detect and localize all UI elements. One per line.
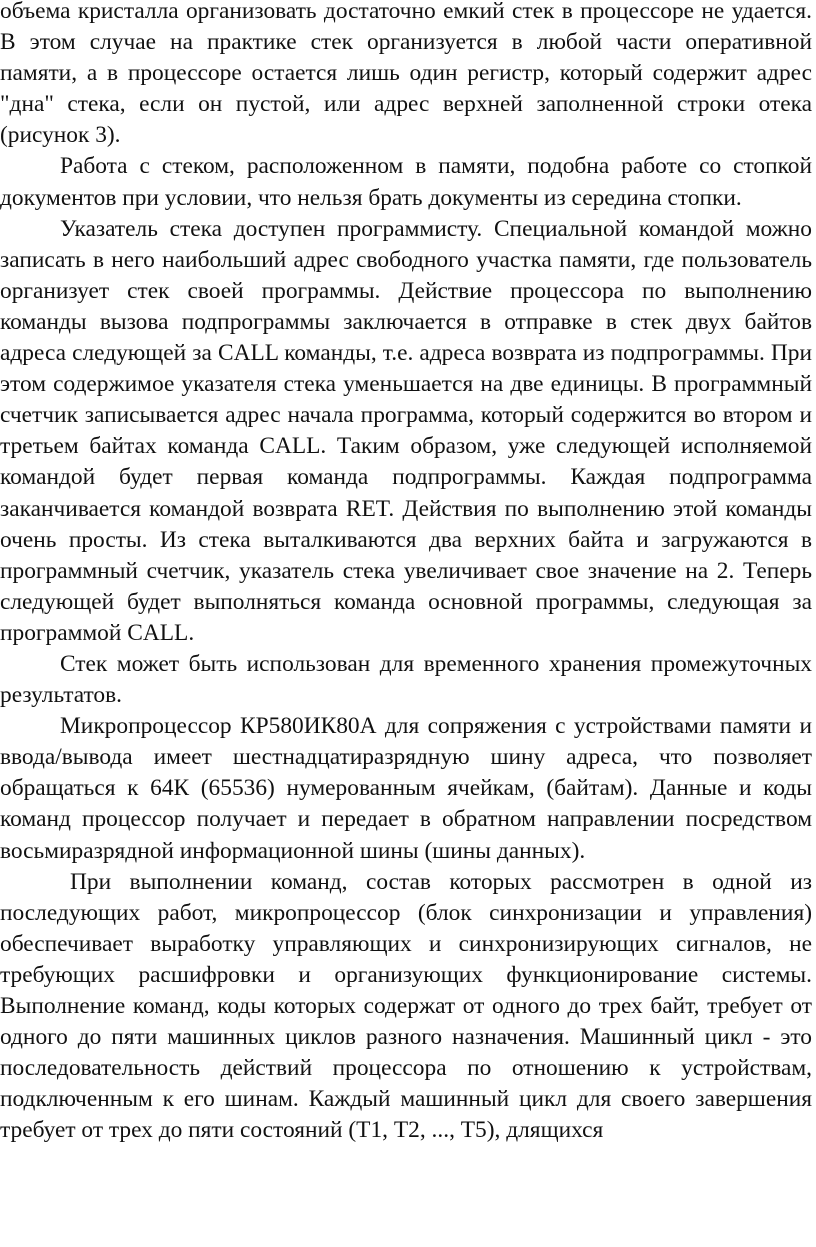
paragraph-machine-cycles: При выполнении команд, состав которых рассмотрен в одной из последующих работ, микропроцессор (блок синхронизации и управления) обеспечивает выработку управляющих и синхронизирующих сигналов, не требующих расшифровки и организующих функционирование системы. Выполнение команд, коды которых содержат от одного до трех байт, требует от одного до пяти машинных циклов разного назначения. Машинный цикл - это последовательность действий процессора по отношению к устройствам, подключенным к его шинам. Каждый машинный цикл для своего завершения требует от трех до пяти состояний (Т1, Т2, ..., Т5), длящихся [0, 868, 812, 1144]
paragraph-stack-temporary-storage: Стек может быть использован для временного хранения промежуточных результатов. [0, 650, 812, 709]
paragraph-stack-pointer-call-ret: Указатель стека доступен программисту. Специальной командой можно записать в него наибольший адрес свободного участка памяти, где пользователь организует стек своей программы. Действие процессора по выполнению команды вызова подпрограммы заключается в отправке в стек двух байтов адреса следующей за CALL команды, т.е. адреса возврата из подпрограммы. При этом содержимое указателя стека уменьшается на две единицы. В программный счетчик записывается адрес начала программа, который содержится во втором и третьем байтах команда CALL. Таким образом, уже следующей исполняемой командой будет первая команда подпрограммы. Каждая подпрограмма заканчивается командой возврата RET. Действия по выполнению этой команды очень просты. Из стека выталкиваются два верхних байта и загружаются в программный счетчик, указатель стека увеличивает свое значение на 2. Теперь следующей будет выполняться команда основной программы, следующая за программой CALL. [0, 215, 812, 646]
paragraph-stack-documents-analogy: Работа с стеком, расположенном в памяти, подобна работе со стопкой документов при условии, что нельзя брать документы из середина стопки. [0, 153, 812, 211]
paragraph-stack-memory-intro: объема кристалла организовать достаточно емкий стек в процессоре не удается. В этом случае на практике стек организуется в любой части оперативной памяти, а в процессоре остается лишь один регистр, который содержит адрес "дна" стека, если он пустой, или адрес верхней заполненной строки отека (рисунок 3). [0, 0, 812, 149]
paragraph-microprocessor-buses: Микропроцессор КР580ИК80А для сопряжения с устройствами памяти и ввода/вывода имеет шестнадцатиразрядную шину адреса, что позволяет обращаться к 64К (65536) нумерованным ячейкам, (байтам). Данные и коды команд процессор получает и передает в обратном направлении посредством восьмиразрядной информационной шины (шины данных). [0, 713, 812, 864]
